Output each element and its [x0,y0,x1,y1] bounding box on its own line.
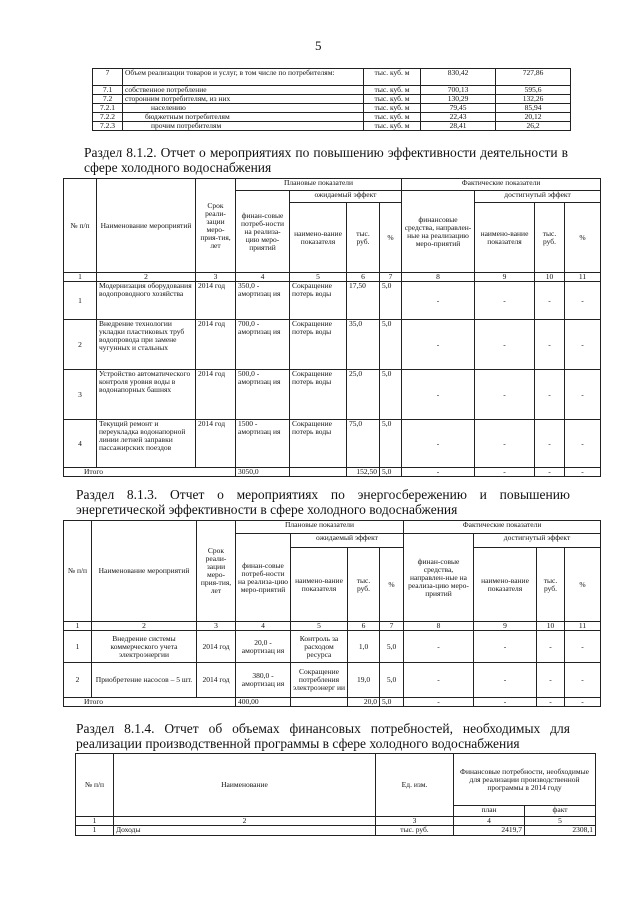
total-fin: 400,00 [236,698,291,707]
total-fact-f8: - [402,468,475,477]
row-fact-f10: - [537,663,565,698]
total-fact-f10: - [535,468,565,477]
column-number: 1 [64,622,92,631]
row-effect: Сокращение потерь воды [290,320,347,370]
col-name-header: Наименование мероприятий [92,521,197,622]
column-number: 7 [380,622,404,631]
row-name: населению [123,104,364,113]
expected-header: ожидаемый эффект [291,534,404,548]
row-pct: 5,0 [380,282,402,320]
row-effect: Сокращение потерь воды [290,420,347,468]
row-fact-f11: - [565,663,601,698]
row-unit: тыс. куб. м [364,113,421,122]
row-pct: 5,0 [380,420,402,468]
row-number: 1 [76,826,114,836]
row-name: Объем реализации товаров и услуг, в том числе по потребителям: [123,69,364,86]
row-fin: 380,0 - амортизац ия [236,663,291,698]
table-row [64,631,601,663]
row-fact: 2308,1 [525,826,596,836]
row-rub: 17,50 [347,282,380,320]
plan-header: Плановые показатели [236,521,404,534]
row-rub: 19,0 [348,663,380,698]
column-number: 11 [565,622,601,631]
col-fact-header: факт [525,806,596,817]
table-row [93,86,571,95]
row-name: Доходы [114,826,376,836]
column-number: 3 [376,817,454,826]
col-achname-header: наимено-вание показателя [474,548,537,622]
row-value-2: 727,86 [496,69,571,86]
row-rub: 25,0 [347,370,380,420]
column-number: 1 [76,817,114,826]
row-fact-f8: - [402,420,475,468]
row-fact-f10: - [535,282,565,320]
row-fact-f10: - [535,420,565,468]
col-factfin-header: финансовые средства, направлен-ные на реализацию меро-приятий [402,191,475,273]
row-pct: 5,0 [380,663,404,698]
row-term: 2014 год [196,282,236,320]
row-rub: 75,0 [347,420,380,468]
row-fact-f9: - [475,370,535,420]
column-numbers-row [76,817,596,826]
row-unit: тыс. куб. м [364,122,421,131]
section-8-1-4-table [75,753,596,836]
row-number: 7 [93,69,123,86]
row-number: 1 [64,282,97,320]
row-effect: Сокращение потерь воды [290,282,347,320]
total-label: Итого [64,698,236,707]
column-number: 2 [114,817,376,826]
row-value-2: 20,12 [496,113,571,122]
total-rub: 20,0 [348,698,380,707]
column-number: 3 [197,622,236,631]
row-name: сторонним потребителям, из них [123,95,364,104]
col-effname-header: наимено-вание показателя [290,203,347,273]
section-8-1-2-table [63,178,601,477]
col-name-header: Наименование мероприятий [97,179,196,273]
col-plan-header: план [454,806,525,817]
column-number: 4 [454,817,525,826]
row-name: собственное потребление [123,86,364,95]
total-pct: 5,0 [380,468,402,477]
column-numbers-row [64,622,601,631]
row-unit: тыс. куб. м [364,69,421,86]
column-number: 9 [474,622,537,631]
row-value-2: 26,2 [496,122,571,131]
expected-header: ожидаемый эффект [290,191,402,203]
needs-header: Финансовые потребности, необходимые для реализации производственной программы в 2014 году [454,754,596,806]
col-factfin-header: финан-совые средства, направлен-ные на реализа-цию меро-приятий [404,534,474,622]
table-row [64,282,601,320]
row-value-1: 830,42 [421,69,496,86]
table-row [64,663,601,698]
plan-header: Плановые показатели [236,179,402,191]
row-name: Устройство автоматического контроля уровня воды в водонапорных башнях [97,370,196,420]
total-blank [291,698,348,707]
row-fact-f11: - [565,370,601,420]
row-effect: Контроль за расходом ресурса [291,631,348,663]
table-row [64,420,601,468]
col-pct-header: % [380,548,404,622]
col-term-header: Срок реали-зации меро-прия-тия, лет [196,179,236,273]
col-unit-header: Ед. изм. [376,754,454,817]
row-value-1: 700,13 [421,86,496,95]
table-row [76,826,596,836]
column-number: 10 [537,622,565,631]
row-pct: 5,0 [380,320,402,370]
row-fact-f9: - [475,420,535,468]
row-number: 7.2.1 [93,104,123,113]
row-value-1: 130,29 [421,95,496,104]
row-term: 2014 год [196,370,236,420]
column-number: 4 [236,273,290,282]
row-fact-f11: - [565,320,601,370]
row-fact-f8: - [402,370,475,420]
page-number: 5 [315,38,322,53]
total-fact-f9: - [475,468,535,477]
col-pct-header: % [380,203,402,273]
column-number: 9 [475,273,535,282]
table-row [93,122,571,131]
section-8-1-2-heading: Раздел 8.1.2. Отчет о мероприятиях по повышению эффективности деятельности в сфере холодного водоснабжения [84,145,568,175]
column-number: 4 [236,622,291,631]
row-fact-f11: - [565,420,601,468]
row-fin: 500,0 - амортизац ия [236,370,290,420]
achieved-header: достигнутый эффект [475,191,601,203]
achieved-header: достигнутый эффект [474,534,601,548]
row-effect: Сокращение потерь воды [290,370,347,420]
total-rub: 152,50 [347,468,380,477]
row-value-1: 28,41 [421,122,496,131]
row-name: Приобретение насосов – 5 шт. [92,663,197,698]
row-term: 2014 год [196,320,236,370]
row-unit: тыс. куб. м [364,95,421,104]
total-pct: 5,0 [380,698,404,707]
row-fact-f8: - [404,663,474,698]
row-fact-f8: - [402,320,475,370]
column-number: 10 [535,273,565,282]
row-number: 7.1 [93,86,123,95]
total-label: Итого [64,468,236,477]
row-number: 7.2.3 [93,122,123,131]
col-num-header: № п/п [64,179,97,273]
row-value-1: 79,45 [421,104,496,113]
row-fact-f11: - [565,282,601,320]
row-number: 4 [64,420,97,468]
col-num-header: № п/п [76,754,114,817]
row-fin: 350,0 - амортизац ия [236,282,290,320]
col-achname-header: наимено-вание показателя [475,203,535,273]
table-row [93,113,571,122]
row-fin: 20,0 - амортизац ия [236,631,291,663]
row-unit: тыс. куб. м [364,86,421,95]
row-fin: 1500 - амортизац ия [236,420,290,468]
fact-header: Фактические показатели [402,179,601,191]
row-term: 2014 год [197,631,236,663]
column-number: 2 [97,273,196,282]
section-8-1-3-heading: Раздел 8.1.3. Отчет о мероприятиях по энергосбережению и повышению энергетической эффективности в сфере холодного водоснабжения [76,487,570,517]
column-number: 5 [290,273,347,282]
row-number: 1 [64,631,92,663]
col-achrub-header: тыс. руб. [537,548,565,622]
row-name: бюджетным потребителям [123,113,364,122]
total-blank [290,468,347,477]
column-number: 8 [404,622,474,631]
fact-header: Фактические показатели [404,521,601,534]
row-fact-f9: - [474,663,537,698]
row-pct: 5,0 [380,370,402,420]
row-name: Внедрение технологии укладки пластиковых труб водопровода при замене чугунных и стальных [97,320,196,370]
col-fin-header: финан-совые потреб-ности на реализа-цию меро-приятий [236,191,290,273]
column-numbers-row [64,273,601,282]
row-number: 7.2 [93,95,123,104]
table-row [93,104,571,113]
row-fact-f9: - [474,631,537,663]
total-fin: 3050,0 [236,468,290,477]
table-row [93,95,571,104]
row-value-1: 22,43 [421,113,496,122]
col-achrub-header: тыс. руб. [535,203,565,273]
table-row [64,370,601,420]
col-achpct-header: % [565,548,601,622]
volume-table [92,68,571,131]
row-name: Модернизация оборудования водопроводного хозяйства [97,282,196,320]
total-fact-f11: - [565,698,601,707]
row-name: Внедрение системы коммерческого учета электроэнергии [92,631,197,663]
row-number: 7.2.2 [93,113,123,122]
col-rub-header: тыс. руб. [348,548,380,622]
row-value-2: 85,94 [496,104,571,113]
total-row [64,468,601,477]
row-fin: 700,0 - амортизац ия [236,320,290,370]
row-fact-f9: - [475,282,535,320]
total-row [64,698,601,707]
column-number: 1 [64,273,97,282]
section-8-1-4-heading: Раздел 8.1.4. Отчет об объемах финансовых потребностей, необходимых для реализации производственной программы в сфере холодного водоснабжения [76,721,570,751]
row-rub: 1,0 [348,631,380,663]
total-fact-f10: - [537,698,565,707]
col-effname-header: наимено-вание показателя [291,548,348,622]
total-fact-f11: - [565,468,601,477]
row-fact-f9: - [475,320,535,370]
table-row [93,69,571,86]
col-achpct-header: % [565,203,601,273]
col-name-header: Наименование [114,754,376,817]
column-number: 5 [525,817,596,826]
row-value-2: 595,6 [496,86,571,95]
row-number: 2 [64,663,92,698]
column-number: 8 [402,273,475,282]
column-number: 2 [92,622,197,631]
row-fact-f10: - [535,370,565,420]
column-number: 3 [196,273,236,282]
row-name: Текущий ремонт и переукладка водонапорной линии летней заправки пассажирских поездов [97,420,196,468]
section-8-1-3-table [63,520,601,707]
row-plan: 2419,7 [454,826,525,836]
row-number: 3 [64,370,97,420]
col-fin-header: финан-совые потреб-ности на реализа-цию меро-приятий [236,534,291,622]
row-fact-f10: - [535,320,565,370]
column-number: 7 [380,273,402,282]
col-num-header: № п/п [64,521,92,622]
row-unit: тыс. руб. [376,826,454,836]
column-number: 6 [348,622,380,631]
row-number: 2 [64,320,97,370]
row-fact-f10: - [537,631,565,663]
table-row [64,320,601,370]
row-value-2: 132,26 [496,95,571,104]
row-fact-f11: - [565,631,601,663]
col-rub-header: тыс. руб. [347,203,380,273]
row-unit: тыс. куб. м [364,104,421,113]
row-rub: 35,0 [347,320,380,370]
row-pct: 5,0 [380,631,404,663]
total-fact-f8: - [404,698,474,707]
column-number: 11 [565,273,601,282]
column-number: 5 [291,622,348,631]
column-number: 6 [347,273,380,282]
col-term-header: Срок реали-зации меро-прия-тия, лет [197,521,236,622]
total-fact-f9: - [474,698,537,707]
row-fact-f8: - [404,631,474,663]
row-effect: Сокращение потребления электроэнерг ии [291,663,348,698]
row-name: прочим потребителям [123,122,364,131]
row-term: 2014 год [196,420,236,468]
row-fact-f8: - [402,282,475,320]
row-term: 2014 год [197,663,236,698]
